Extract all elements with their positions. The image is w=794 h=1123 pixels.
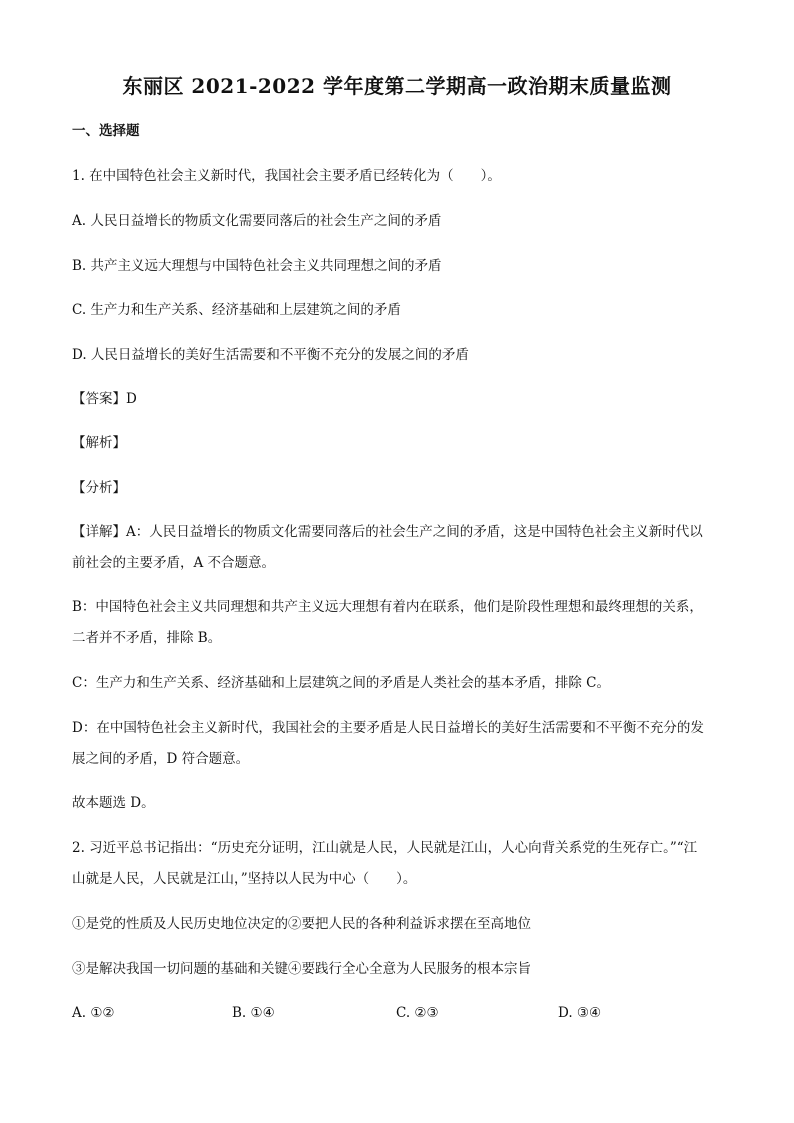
q1-detail-line: 展之间的矛盾，D 符合题意。 <box>72 751 250 767</box>
q1-stem: 1. 在中国特色社会主义新时代，我国社会主要矛盾已经转化为（ ）。 <box>72 168 501 184</box>
q1-detail-line: 故本题选 D。 <box>72 795 155 811</box>
q1-answer: 【答案】D <box>72 391 137 407</box>
q2-statement-line: ③是解决我国一切问题的基础和关键④要践行全心全意为人民服务的根本宗旨 <box>72 961 531 977</box>
q1-option-c: C. 生产力和生产关系、经济基础和上层建筑之间的矛盾 <box>72 302 401 318</box>
q1-detail-line: B：中国特色社会主义共同理想和共产主义远大理想有着内在联系，他们是阶段性理想和最终理想的关系， <box>72 599 703 615</box>
page-title: 东丽区 2021-2022 学年度第二学期高一政治期末质量监测 <box>122 74 672 98</box>
q2-statement-line: ①是党的性质及人民历史地位决定的②要把人民的各种利益诉求摆在至高地位 <box>72 916 531 932</box>
q2-option-d: D. ③④ <box>558 1005 602 1021</box>
q2-options <box>72 1005 732 1025</box>
q1-analysis-label: 【解析】 <box>72 435 126 451</box>
q1-option-d: D. 人民日益增长的美好生活需要和不平衡不充分的发展之间的矛盾 <box>72 347 469 363</box>
q1-detail-line: D：在中国特色社会主义新时代，我国社会的主要矛盾是人民日益增长的美好生活需要和不平衡不充分的发 <box>72 720 704 736</box>
q2-stem-line: 山就是人民，人民就是江山，”坚持以人民为中心（ ）。 <box>72 871 417 887</box>
q1-detail-line: 前社会的主要矛盾，A 不合题意。 <box>72 555 276 571</box>
q1-option-b: B. 共产主义远大理想与中国特色社会主义共同理想之间的矛盾 <box>72 258 442 274</box>
section-heading: 一、选择题 <box>72 123 140 139</box>
q1-option-a: A. 人民日益增长的物质文化需要同落后的社会生产之间的矛盾 <box>72 213 442 229</box>
q2-stem-line: 2. 习近平总书记指出：“历史充分证明，江山就是人民，人民就是江山，人心向背关系党的生死存亡。”“江 <box>72 840 698 856</box>
q2-option-b: B. ①④ <box>232 1005 275 1021</box>
q1-detail-line: C：生产力和生产关系、经济基础和上层建筑之间的矛盾是人类社会的基本矛盾，排除 C。 <box>72 675 610 691</box>
q1-detail-line: 【详解】A：人民日益增长的物质文化需要同落后的社会生产之间的矛盾，这是中国特色社会主义新时代以 <box>72 524 703 540</box>
q1-fenxi-label: 【分析】 <box>72 480 126 496</box>
q2-option-c: C. ②③ <box>396 1005 439 1021</box>
q2-option-a: A. ①② <box>72 1005 115 1021</box>
q1-detail-line: 二者并不矛盾，排除 B。 <box>72 630 222 646</box>
